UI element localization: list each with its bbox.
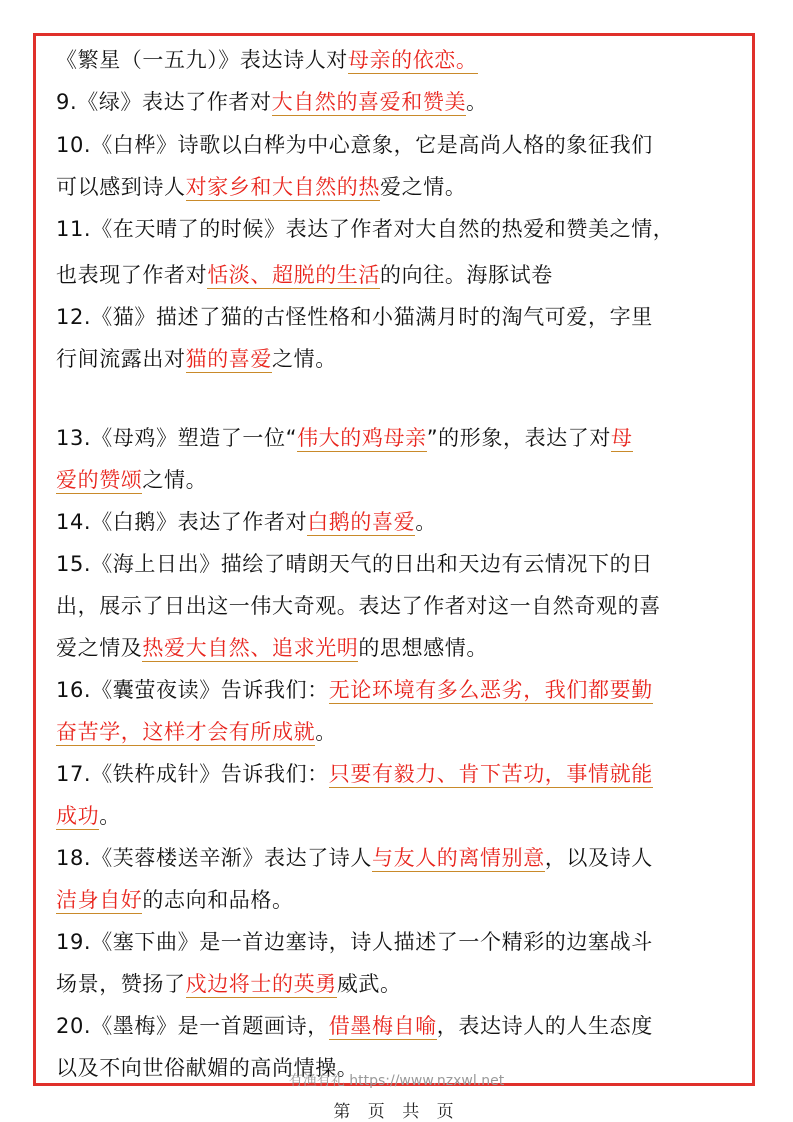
text-line <box>56 302 653 332</box>
text-line <box>56 45 478 75</box>
text-segment: 10.《白桦》诗歌以白桦为中心意象，它是高尚人格的象征我们 <box>56 133 653 157</box>
text-segment: 《繁星（一五九）》表达诗人对 <box>56 48 348 72</box>
text-segment: 场景，赞扬了 <box>56 972 186 996</box>
text-segment: 可以感到诗人 <box>56 175 186 199</box>
text-segment: ，表达诗人的人生态度 <box>436 1014 653 1038</box>
text-segment: 11.《在天晴了的时候》表达了作者对大自然的热爱和赞美之情， <box>56 217 675 241</box>
highlighted-answer: 戍边将士的英勇 <box>185 972 337 996</box>
text-line <box>56 87 488 117</box>
highlighted-answer: 成功 <box>56 804 100 828</box>
text-line <box>56 591 661 621</box>
text-line <box>56 260 553 290</box>
highlighted-answer: 母亲的依恋。 <box>347 48 478 72</box>
highlighted-answer: 母 <box>610 426 633 450</box>
page-footer: 第 页 共 页 <box>333 1102 460 1122</box>
text-segment: 威武。 <box>336 972 402 996</box>
text-segment: 15.《海上日出》描绘了晴朗天气的日出和天边有云情况下的日 <box>56 552 653 576</box>
text-segment: 16.《囊萤夜读》告诉我们： <box>56 678 329 702</box>
highlighted-answer: 洁身自好 <box>56 888 143 912</box>
text-segment: 的志向和品格。 <box>142 888 294 912</box>
text-segment: 爱之情及 <box>56 636 143 660</box>
text-line <box>56 633 488 663</box>
highlighted-answer: 只要有毅力、肯下苦功，事情就能 <box>328 762 653 786</box>
highlighted-answer: 对家乡和大自然的热 <box>185 175 381 199</box>
text-line <box>56 759 653 789</box>
text-segment: 的向往。海豚试卷 <box>380 263 553 287</box>
text-segment: 之情。 <box>272 347 337 371</box>
text-segment: 的思想感情。 <box>358 636 489 660</box>
text-segment: ”的形象，表达了对 <box>426 426 611 450</box>
highlighted-answer: 白鹅的喜爱 <box>307 510 416 534</box>
text-line <box>56 969 402 999</box>
text-line <box>56 549 653 579</box>
text-line <box>56 843 653 873</box>
text-segment: 17.《铁杵成针》告诉我们： <box>56 762 329 786</box>
text-segment: 9.《绿》表达了作者对 <box>56 90 272 114</box>
highlighted-answer: 恬淡、超脱的生活 <box>207 263 381 287</box>
text-line <box>56 465 207 495</box>
text-segment: 19.《塞下曲》是一首边塞诗，诗人描述了一个精彩的边塞战斗 <box>56 930 653 954</box>
text-segment: 以及不向世俗献媚的高尚情操。 <box>56 1056 359 1080</box>
highlighted-answer: 奋苦学，这样才会有所成就 <box>56 720 316 744</box>
text-line <box>56 885 294 915</box>
text-line <box>56 927 653 957</box>
text-segment: 爱之情。 <box>380 175 467 199</box>
text-line <box>56 675 653 705</box>
highlighted-answer: 热爱大自然、追求光明 <box>142 636 359 660</box>
text-line <box>56 801 121 831</box>
text-segment: 。 <box>415 510 437 534</box>
highlighted-answer: 借墨梅自喻 <box>328 1014 437 1038</box>
text-segment: 行间流露出对 <box>56 347 186 371</box>
text-line <box>56 1011 653 1041</box>
text-segment: 14.《白鹅》表达了作者对 <box>56 510 308 534</box>
text-segment: 也表现了作者对 <box>56 263 208 287</box>
text-line <box>56 172 466 202</box>
text-segment: 。 <box>99 804 121 828</box>
text-segment: 。 <box>315 720 337 744</box>
highlighted-answer: 爱的赞颂 <box>56 468 143 492</box>
highlighted-answer: 伟大的鸡母亲 <box>297 426 427 450</box>
text-segment: 20.《墨梅》是一首题画诗， <box>56 1014 329 1038</box>
text-line <box>56 130 653 160</box>
text-line <box>56 214 674 244</box>
text-segment: 18.《芙蓉楼送辛渐》表达了诗人 <box>56 846 372 870</box>
text-segment: 之情。 <box>142 468 208 492</box>
text-segment: 出，展示了日出这一伟大奇观。表达了作者对这一自然奇观的喜 <box>56 594 661 618</box>
text-segment: 12.《猫》描述了猫的古怪性格和小猫满月时的淘气可爱，字里 <box>56 305 653 329</box>
text-line <box>56 717 337 747</box>
text-line <box>56 344 337 374</box>
highlighted-answer: 与友人的离情别意 <box>372 846 545 870</box>
text-segment: 13.《母鸡》塑造了一位“ <box>56 426 298 450</box>
text-segment: 。 <box>466 90 488 114</box>
highlighted-answer: 无论环境有多么恶劣，我们都要勤 <box>328 678 653 702</box>
watermark: 有渔有礼 https://www.nzxwl.net <box>288 1073 505 1089</box>
text-line <box>56 423 633 453</box>
highlighted-answer: 大自然的喜爱和赞美 <box>271 90 467 114</box>
text-segment: ，以及诗人 <box>544 846 653 870</box>
text-line <box>56 507 437 537</box>
highlighted-answer: 猫的喜爱 <box>185 347 273 371</box>
